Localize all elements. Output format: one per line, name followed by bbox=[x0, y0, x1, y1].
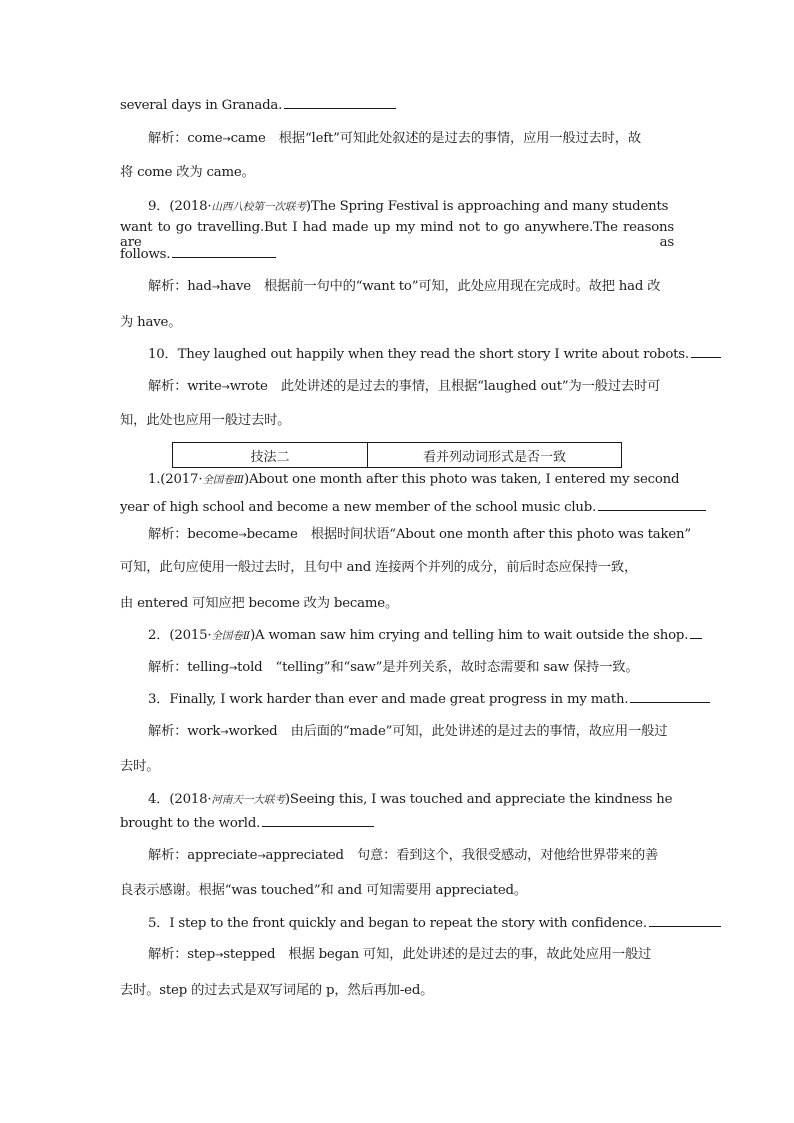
text-line bbox=[120, 879, 674, 898]
analysis-text: stepped 根据 began 可知，此处讲述的是过去的事，故此处应用一般过 bbox=[223, 947, 652, 962]
sentence-text: )About one month after this photo was taken, I entered my second bbox=[243, 472, 680, 487]
sentence-text: )The Spring Festival is approaching and many students bbox=[305, 199, 669, 214]
analysis-label: 解析：become bbox=[148, 527, 239, 542]
question-2 bbox=[148, 624, 689, 643]
question-10 bbox=[148, 343, 689, 362]
analysis-text: 知，此处也应用一般过去时。 bbox=[120, 413, 291, 428]
question-1 bbox=[148, 472, 680, 487]
source-label: 山西八校第一次联考 bbox=[211, 201, 306, 213]
analysis-text: 将 come 改为 came。 bbox=[120, 165, 255, 180]
answer-blank bbox=[262, 814, 374, 827]
analysis-line bbox=[148, 275, 674, 294]
text-line bbox=[120, 311, 674, 330]
analysis-text: 为 have。 bbox=[120, 315, 182, 330]
arrow-icon: → bbox=[215, 950, 224, 961]
text-line bbox=[120, 979, 674, 998]
analysis-text: came 根据“left”可知此处叙述的是过去的事情，应用一般过去时，故 bbox=[230, 131, 641, 146]
question-3 bbox=[148, 688, 674, 707]
analysis-line bbox=[148, 943, 674, 962]
arrow-icon: → bbox=[221, 382, 230, 393]
analysis-line bbox=[148, 720, 674, 739]
analysis-text: 由 entered 可知应把 become 改为 became。 bbox=[120, 596, 399, 611]
answer-blank bbox=[630, 690, 710, 703]
arrow-icon: → bbox=[238, 530, 247, 541]
answer-blank bbox=[649, 914, 721, 927]
sentence-text: )Seeing this, I was touched and appreciate the kindness he bbox=[284, 792, 673, 807]
sentence-text: want to go travelling.But I had made up my mind not to go anywhere.The reasons are as bbox=[120, 220, 674, 250]
analysis-line bbox=[148, 375, 674, 394]
sentence-text: brought to the world. bbox=[120, 816, 261, 831]
sentence-text: 3．Finally, I work harder than ever and made great progress in my math. bbox=[148, 692, 629, 707]
answer-blank bbox=[598, 498, 706, 511]
analysis-text: worked 由后面的“made”可知，此处讲述的是过去的事情，故应用一般过 bbox=[228, 724, 668, 739]
sentence-text: 10．They laughed out happily when they read the short story I write about robots. bbox=[148, 347, 689, 362]
analysis-text: became 根据时间状语“About one month after this photo was taken” bbox=[246, 527, 691, 542]
answer-blank bbox=[284, 96, 396, 109]
question-number: 4．(2018· bbox=[148, 792, 212, 807]
text-line bbox=[120, 96, 674, 113]
analysis-text: 良表示感谢。根据“was touched”和 and 可知需要用 appreciated。 bbox=[120, 883, 527, 898]
analysis-line bbox=[148, 656, 674, 675]
analysis-label: 解析：work bbox=[148, 724, 221, 739]
technique-label: 技法二 bbox=[173, 443, 368, 467]
question-number: 1.(2017· bbox=[148, 472, 203, 487]
sentence-text: follows. bbox=[120, 247, 171, 262]
question-4 bbox=[148, 788, 674, 807]
sentence-text: year of high school and become a new member of the school music club. bbox=[120, 500, 597, 515]
analysis-label: 解析：telling bbox=[148, 660, 229, 675]
answer-blank bbox=[690, 626, 702, 639]
answer-blank bbox=[691, 345, 721, 358]
text-line bbox=[120, 220, 674, 250]
technique-description: 看并列动词形式是否一致 bbox=[422, 449, 566, 465]
text-line bbox=[120, 245, 674, 262]
analysis-text: 去时。step 的过去式是双写词尾的 p，然后再加-ed。 bbox=[120, 983, 434, 998]
question-5 bbox=[148, 912, 674, 931]
analysis-line bbox=[148, 127, 674, 146]
analysis-text: 可知，此句应使用一般过去时，且句中 and 连接两个并列的成分，前后时态应保持一致， bbox=[120, 560, 638, 575]
analysis-label: 解析：come bbox=[148, 131, 223, 146]
analysis-text: appreciated 句意：看到这个，我很受感动，对他给世界带来的善 bbox=[265, 848, 659, 863]
text-line bbox=[120, 592, 674, 611]
analysis-text: told “telling”和“saw”是并列关系，故时态需要和 saw 保持一致。 bbox=[237, 660, 639, 675]
text-line bbox=[120, 409, 674, 428]
analysis-label: 解析：appreciate bbox=[148, 848, 258, 863]
arrow-icon: → bbox=[222, 134, 231, 145]
analysis-label: 解析：had bbox=[148, 279, 212, 294]
analysis-text: wrote 此处讲述的是过去的事情，且根据“laughed out”为一般过去时可 bbox=[229, 379, 661, 394]
text-line bbox=[120, 814, 674, 831]
analysis-label: 解析：write bbox=[148, 379, 222, 394]
sentence-text: 5．I step to the front quickly and began to repeat the story with confidence. bbox=[148, 916, 647, 931]
analysis-line bbox=[148, 844, 674, 863]
technique-table bbox=[172, 442, 622, 468]
analysis-label: 解析：step bbox=[148, 947, 216, 962]
analysis-text: 去时。 bbox=[120, 759, 160, 774]
arrow-icon: → bbox=[211, 282, 220, 293]
source-label: 全国卷Ⅱ bbox=[211, 630, 251, 642]
source-label: 河南天一大联考 bbox=[211, 794, 285, 806]
question-number: 2．(2015· bbox=[148, 628, 212, 643]
sentence-text: several days in Granada. bbox=[120, 98, 283, 113]
answer-blank bbox=[172, 245, 276, 258]
text-line bbox=[120, 556, 674, 575]
analysis-text: have 根据前一句中的“want to”可知，此处应用现在完成时。故把 had 改 bbox=[219, 279, 661, 294]
text-line bbox=[120, 161, 674, 180]
arrow-icon: → bbox=[220, 727, 229, 738]
question-number: 9．(2018· bbox=[148, 199, 212, 214]
arrow-icon: → bbox=[228, 663, 238, 674]
text-line bbox=[120, 755, 674, 774]
analysis-line bbox=[148, 523, 691, 542]
text-line bbox=[120, 498, 674, 515]
sentence-text: )A woman saw him crying and telling him to wait outside the shop. bbox=[250, 628, 689, 643]
arrow-icon: → bbox=[257, 851, 266, 862]
source-label: 全国卷Ⅲ bbox=[202, 474, 244, 486]
question-9 bbox=[148, 195, 674, 214]
